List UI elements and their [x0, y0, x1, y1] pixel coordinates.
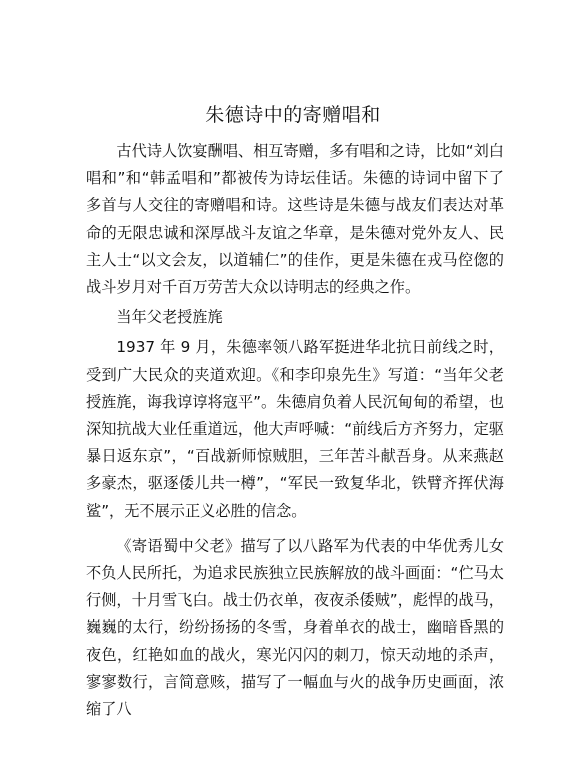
section-paragraph-1: 1937 年 9 月，朱德率领八路军挺进华北抗日前线之时，受到广大民众的夹道欢迎。《和李印泉先生》写道：“当年父老授旌旄，诲我谆谆将寇平”。朱德肩负着人民沉甸甸的希望，也深知抗战大业任重道远，他大声呼喊：“前线后方齐努力，定驱暴日返东京”，“百战新师惊贼胆，三年苦斗献吾身。从来燕赵多豪杰，驱逐倭儿共一樽”，“军民一致复华北，铁臂齐挥伏海鲨”，无不展示正义必胜的信念。: [86, 338, 504, 520]
article-body: [86, 138, 504, 723]
section-paragraph-2: 《寄语蜀中父老》描写了以八路军为代表的中华优秀儿女不负人民所托，为追求民族独立民族解放的战斗画面：“伫马太行侧，十月雪飞白。战士仍衣单，夜夜杀倭贼”，彪悍的战马，巍巍的太行，纷纷扬扬的冬雪，身着单衣的战士，幽暗昏黑的夜色，红艳如血的战火，寒光闪闪的刺刀，惊天动地的杀声，寥寥数行，言简意赅，描写了一幅血与火的战争历史画面，浓缩了八: [86, 536, 504, 719]
intro-paragraph: 古代诗人饮宴酬唱、相互寄赠，多有唱和之诗，比如“刘白唱和”和“韩孟唱和”都被传为诗坛佳话。朱德的诗词中留下了多首与人交往的寄赠唱和诗。这些诗是朱德与战友们表达对革命的无限忠诚和深厚战斗友谊之华章，是朱德对党外友人、民主人士“以文会友，以道辅仁”的佳作，更是朱德在戎马倥偬的战斗岁月对千百万劳苦大众以诗明志的经典之作。: [86, 142, 504, 297]
page-title: 朱德诗中的寄赠唱和: [205, 104, 381, 126]
section-heading: 当年父老授旌旄: [116, 308, 223, 327]
